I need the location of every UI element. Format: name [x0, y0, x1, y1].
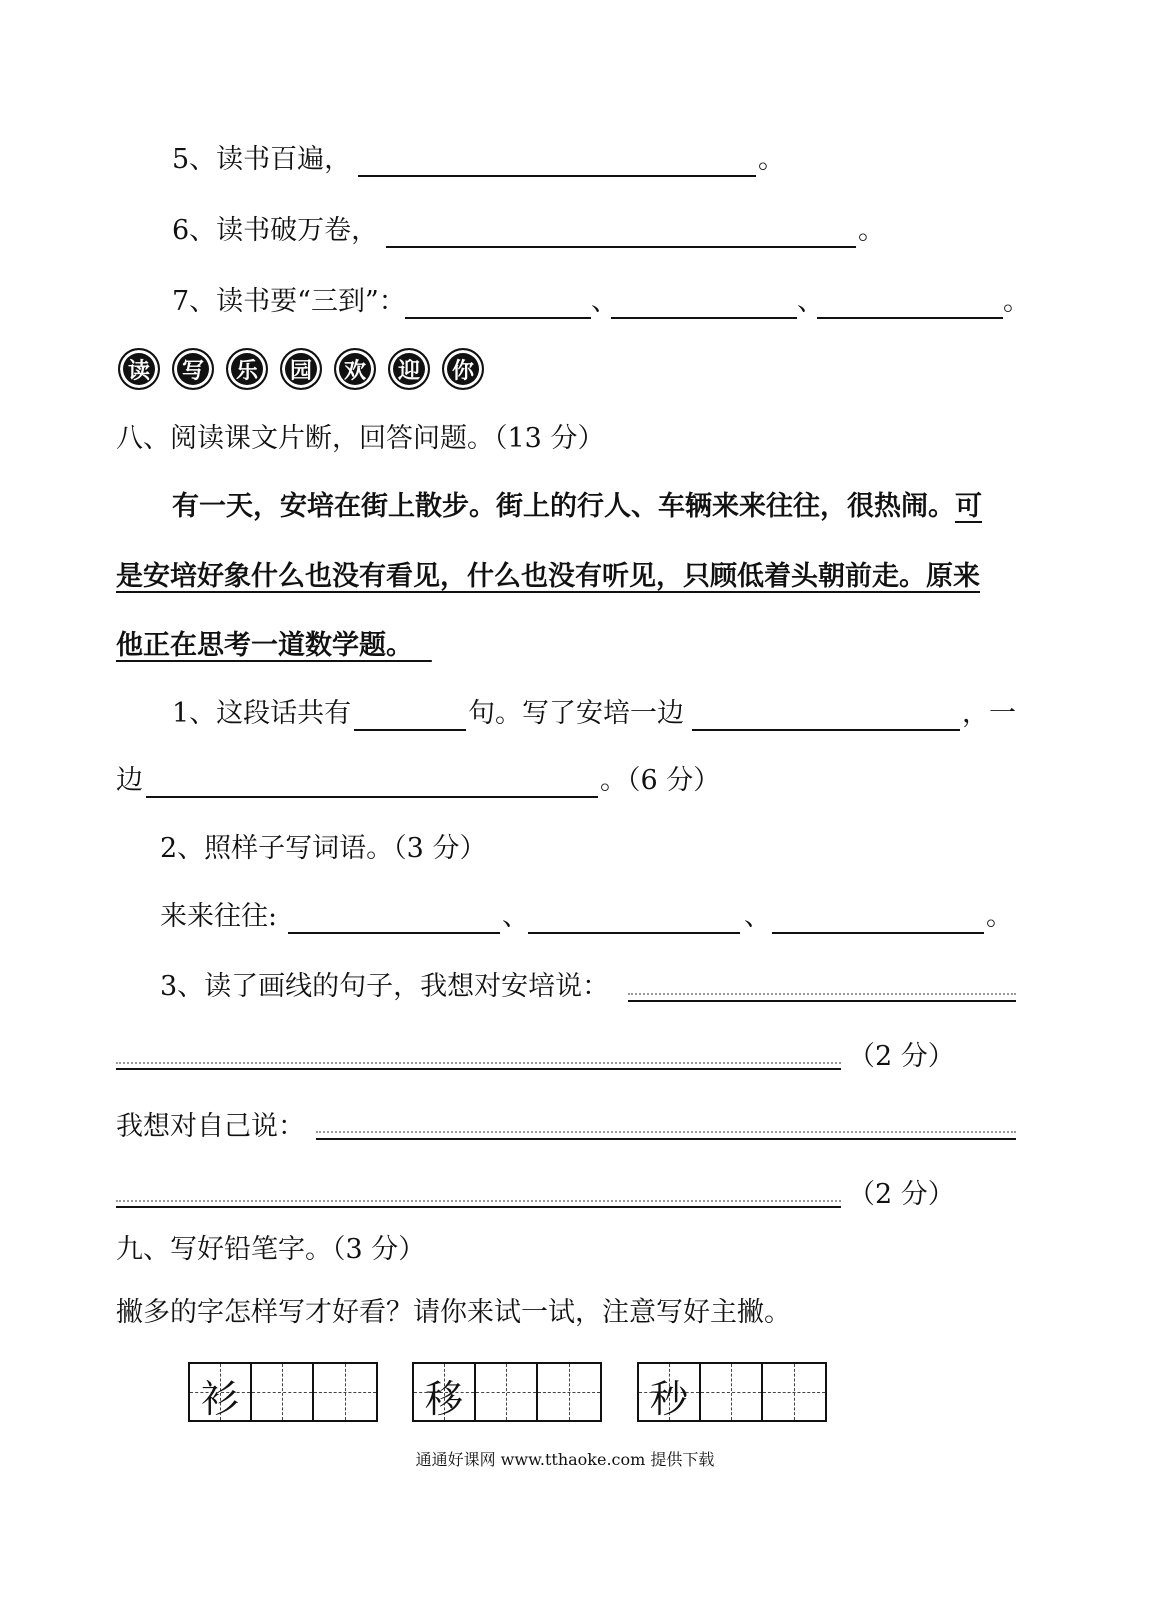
separator: 、: [744, 901, 771, 932]
section-9-instruction: 撇多的字怎样写才好看？请你来试一试，注意写好主撇。: [116, 1297, 791, 1328]
passage-line-1: [172, 490, 1032, 524]
section-8-title: 八、阅读课文片断，回答问题。（13 分）: [116, 423, 605, 454]
grid-cell[interactable]: [414, 1364, 476, 1420]
badge: 园: [280, 348, 322, 390]
answer-blank-action-2[interactable]: [146, 796, 598, 798]
badge: 写: [172, 348, 214, 390]
grid-cell[interactable]: [190, 1364, 252, 1420]
passage-line-3: [116, 629, 1026, 663]
badge: 迎: [388, 348, 430, 390]
answer-blank-to-ampere[interactable]: [628, 1000, 1016, 1002]
badge: 乐: [226, 348, 268, 390]
footer-credit: 通通好课网 www.tthaoke.com 提供下载: [415, 1450, 715, 1469]
badge: 欢: [334, 348, 376, 390]
model-char: 移: [424, 1377, 463, 1421]
passage-underlined-start: 可: [955, 491, 982, 522]
question-6: 6、读书破万卷，: [172, 215, 379, 246]
grid-cell[interactable]: [476, 1364, 538, 1420]
passage-line-2: 是安培好象什么也没有看见，什么也没有听见，只顾低着头朝前走。原来: [116, 561, 980, 592]
grid-cell[interactable]: [538, 1364, 600, 1420]
grid-cell[interactable]: [252, 1364, 314, 1420]
score-2: （2 分）: [848, 1179, 955, 1210]
question-8-3: 3、读了画线的句子，我想对安培说：: [160, 971, 610, 1002]
answer-blank-word-3[interactable]: [772, 932, 984, 934]
passage-text: 有一天，安培在街上散步。街上的行人、车辆来来往往，很热闹。: [172, 491, 955, 522]
grid-cell[interactable]: [639, 1364, 701, 1420]
guide-dots: [316, 1131, 1016, 1133]
question-7: 7、读书要“三到”：: [172, 286, 406, 317]
period: 。: [758, 144, 785, 175]
badge: 你: [442, 348, 484, 390]
period: 。: [1003, 286, 1030, 317]
section-badges: [118, 348, 484, 390]
writing-grid-2: [412, 1362, 602, 1422]
grid-cell[interactable]: [701, 1364, 763, 1420]
answer-blank-word-1[interactable]: [288, 932, 500, 934]
answer-blank-to-self-2[interactable]: [116, 1206, 841, 1208]
separator: 、: [797, 286, 824, 317]
answer-blank-7c[interactable]: [817, 317, 1003, 319]
answer-blank-7a[interactable]: [405, 317, 591, 319]
guide-dots: [116, 1200, 841, 1202]
question-8-1-text: ，一: [962, 698, 1016, 729]
separator: 、: [591, 286, 618, 317]
period: 。: [986, 901, 1013, 932]
answer-blank-word-2[interactable]: [528, 932, 740, 934]
writing-grid-1: [188, 1362, 378, 1422]
answer-blank-7b[interactable]: [611, 317, 797, 319]
example-word: 来来往往:: [160, 901, 278, 932]
question-8-1: 1、这段话共有: [172, 698, 352, 729]
answer-blank-to-self[interactable]: [316, 1138, 1016, 1140]
badge: 读: [118, 348, 160, 390]
section-9-title: 九、写好铅笔字。（3 分）: [116, 1234, 426, 1265]
question-8-1-text: 边: [116, 765, 143, 796]
answer-blank-to-ampere-2[interactable]: [116, 1068, 841, 1070]
grid-cell[interactable]: [763, 1364, 825, 1420]
passage-underlined-end: 他正在思考一道数学题。: [116, 630, 413, 661]
guide-dots: [116, 1062, 841, 1064]
question-8-1-text: 句。写了安培一边: [468, 698, 684, 729]
model-char: 秒: [649, 1377, 688, 1421]
question-8-2: 2、照样子写词语。（3 分）: [160, 833, 487, 864]
score-6: 。（6 分）: [600, 765, 721, 796]
question-5: 5、读书百遍，: [172, 144, 352, 175]
guide-dots: [628, 993, 1016, 995]
answer-blank-action-1[interactable]: [692, 729, 960, 731]
answer-blank-5[interactable]: [358, 175, 756, 177]
period: 。: [858, 215, 885, 246]
self-prompt: 我想对自己说：: [116, 1111, 305, 1142]
separator: 、: [502, 901, 529, 932]
score-2: （2 分）: [848, 1041, 955, 1072]
answer-blank-6[interactable]: [386, 246, 856, 248]
grid-cell[interactable]: [314, 1364, 376, 1420]
model-char: 衫: [200, 1377, 239, 1421]
writing-grid-3: [637, 1362, 827, 1422]
answer-blank-sentence-count[interactable]: [354, 729, 466, 731]
